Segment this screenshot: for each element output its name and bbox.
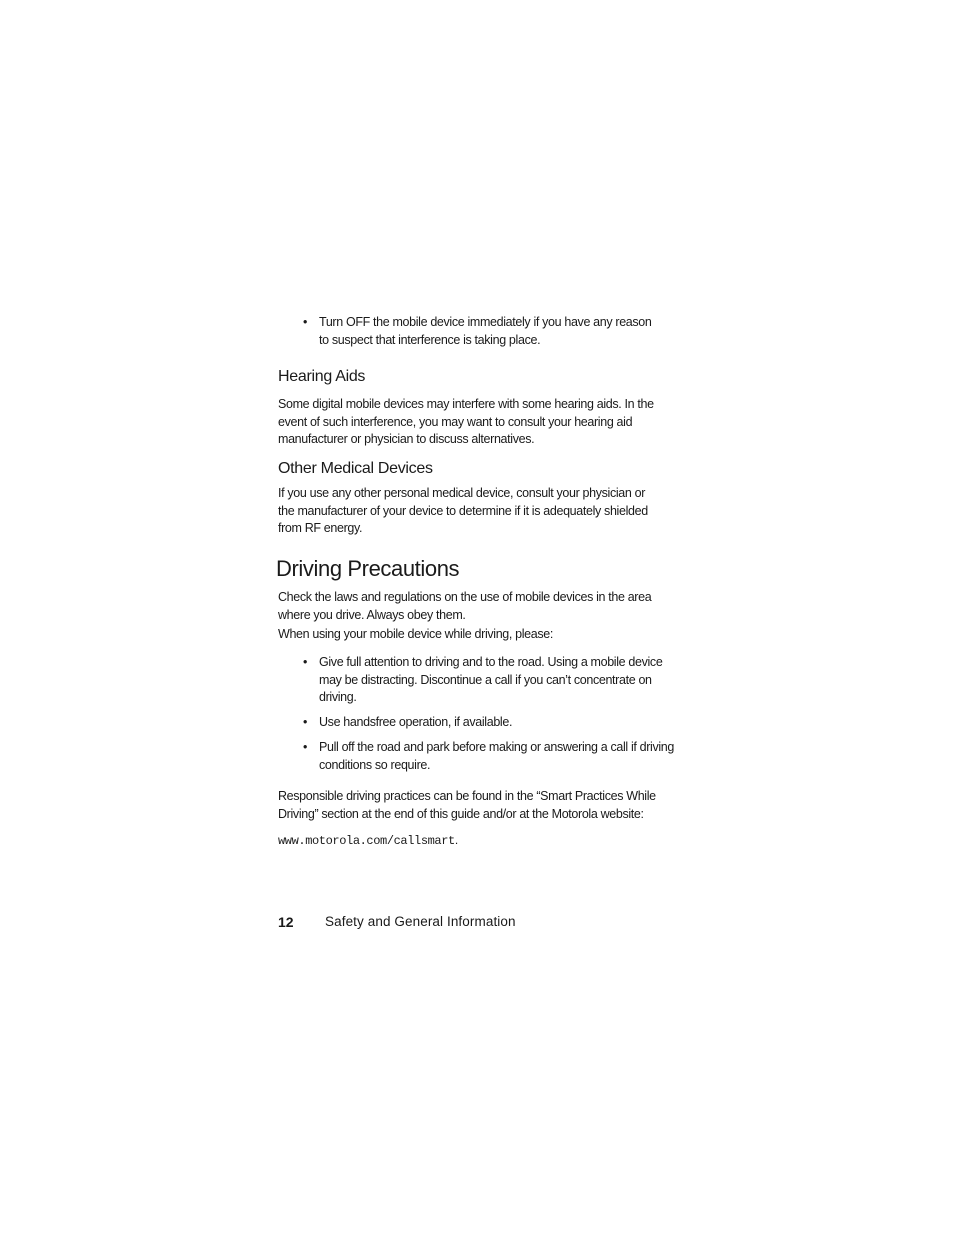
bullet-text: Turn OFF the mobile device immediately if you have any reason to suspect that interference is taking place. (319, 315, 652, 347)
section-heading-hearing-aids: Hearing Aids (278, 368, 366, 385)
driving-intro-paragraph: Check the laws and regulations on the use of mobile devices in the area where you drive. Always obey them. (278, 590, 652, 622)
driving-lead-paragraph: When using your mobile device while driving, please: (278, 627, 554, 641)
website-url (278, 833, 458, 848)
page-number: 12 (278, 914, 294, 930)
bullet-icon: • (302, 740, 308, 754)
url-suffix: . (454, 833, 458, 847)
bullet-text: Use handsfree operation, if available. (319, 715, 513, 729)
bullet-text: Pull off the road and park before making or answering a call if driving conditions so require. (319, 740, 674, 772)
hearing-aids-paragraph: Some digital mobile devices may interfere with some hearing aids. In the event of such interference, you may want to consult your hearing aid manufacturer or physician to discuss alternatives. (278, 397, 654, 446)
footer-section-title: Safety and General Information (325, 914, 516, 929)
bullet-icon: • (302, 315, 308, 329)
driving-closing-paragraph: Responsible driving practices can be found in the “Smart Practices While Driving” section at the end of this guide and/or at the Motorola website: (278, 789, 656, 821)
bullet-icon: • (302, 715, 308, 729)
bullet-icon: • (302, 655, 308, 669)
bullet-text: Give full attention to driving and to the road. Using a mobile device may be distracting. Discontinue a call if you can’t concentrate on driving. (319, 655, 663, 704)
section-heading-other-medical-devices: Other Medical Devices (278, 460, 433, 477)
other-medical-paragraph: If you use any other personal medical device, consult your physician or the manufacturer of your device to determine if it is adequately shielded from RF energy. (278, 486, 648, 535)
url-text: www.motorola.com/callsmart (278, 834, 455, 848)
page-title-driving-precautions: Driving Precautions (276, 556, 460, 581)
